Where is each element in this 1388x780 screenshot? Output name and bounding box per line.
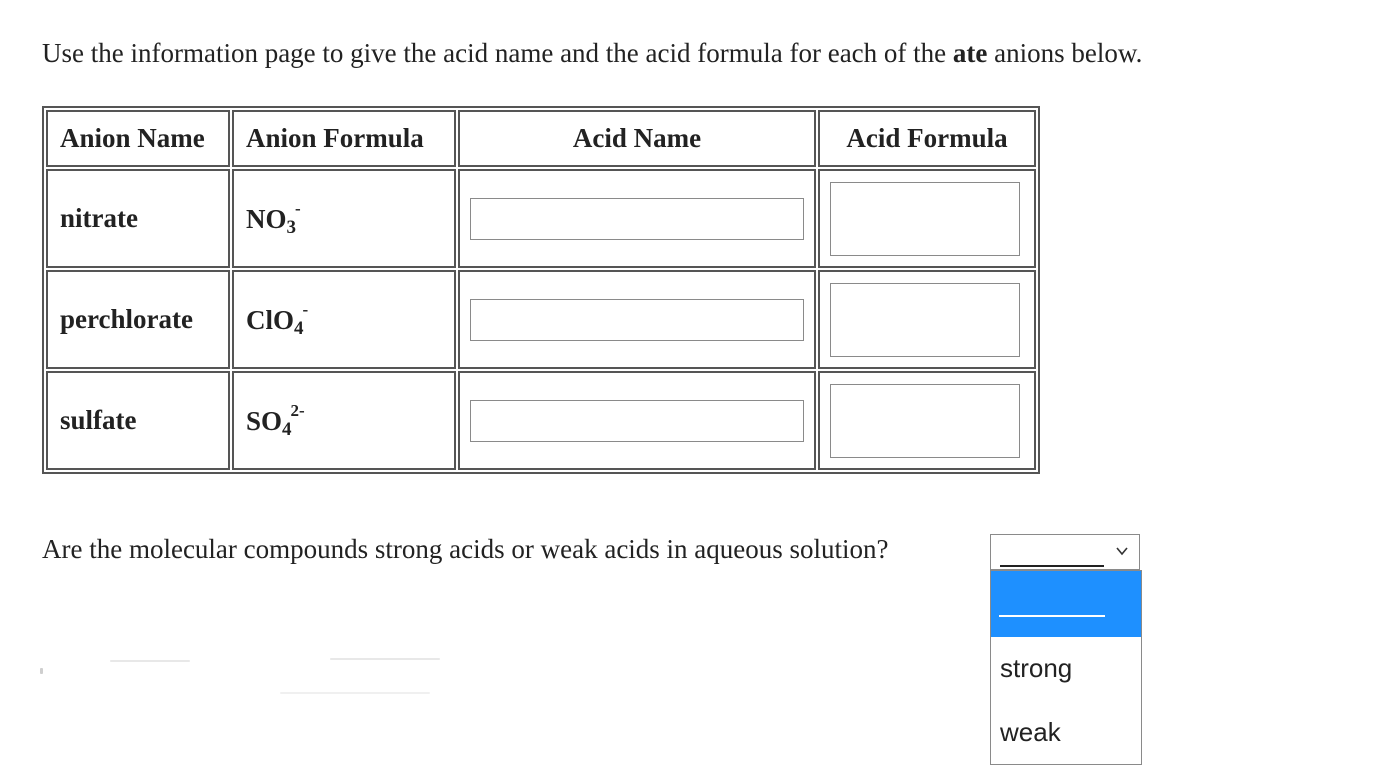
acid-name-cell <box>458 270 816 369</box>
faint-artifact <box>330 658 440 660</box>
question-text: Are the molecular compounds strong acids or weak acids in aqueous solution? <box>42 534 889 564</box>
faint-artifact <box>280 692 430 694</box>
acid-formula-input-sulfate[interactable] <box>830 384 1020 458</box>
acid-formula-cell <box>818 169 1036 268</box>
header-acid-formula: Acid Formula <box>818 110 1036 167</box>
acid-formula-cell <box>818 371 1036 470</box>
dropdown-option-weak[interactable] <box>991 701 1141 765</box>
anion-acid-table <box>42 106 1040 474</box>
header-anion-name: Anion Name <box>46 110 230 167</box>
acid-name-cell <box>458 371 816 470</box>
table-row <box>46 169 1036 268</box>
instructions-bold-word: ate <box>952 38 988 68</box>
header-acid-name: Acid Name <box>458 110 816 167</box>
dropdown-option-label: weak <box>1000 717 1061 747</box>
chevron-down-icon <box>1115 544 1129 558</box>
select-current-value <box>1000 539 1104 567</box>
dropdown-option-label: strong <box>1000 653 1073 683</box>
instructions-text: Use the information page to give the acid name and the acid formula for each of the ate anions below. <box>42 38 1143 68</box>
blank-option-line <box>999 615 1105 617</box>
dropdown-options-list <box>990 570 1142 765</box>
acid-name-input-perchlorate[interactable] <box>470 299 804 341</box>
acid-formula-input-perchlorate[interactable] <box>830 283 1020 357</box>
anion-name-cell: nitrate <box>46 169 230 268</box>
acid-formula-input-nitrate[interactable] <box>830 182 1020 256</box>
table-row <box>46 371 1036 470</box>
acid-name-cell <box>458 169 816 268</box>
table-header-row <box>46 110 1036 167</box>
acid-formula-cell <box>818 270 1036 369</box>
dropdown-option-strong[interactable] <box>991 637 1141 701</box>
acid-strength-select[interactable] <box>990 534 1140 570</box>
anion-name-cell: sulfate <box>46 371 230 470</box>
anion-name-cell: perchlorate <box>46 270 230 369</box>
table-row <box>46 270 1036 369</box>
anion-formula-cell: $SO_4^{2-}$ <box>232 371 456 470</box>
header-anion-formula: Anion Formula <box>232 110 456 167</box>
acid-name-input-nitrate[interactable] <box>470 198 804 240</box>
acid-name-input-sulfate[interactable] <box>470 400 804 442</box>
anion-formula-cell: ClO$_4$- <box>232 270 456 369</box>
dropdown-option-blank[interactable] <box>991 571 1141 637</box>
faint-artifact <box>40 668 43 674</box>
faint-artifact <box>110 660 190 662</box>
anion-formula-cell: $NO_3^-$ <box>232 169 456 268</box>
